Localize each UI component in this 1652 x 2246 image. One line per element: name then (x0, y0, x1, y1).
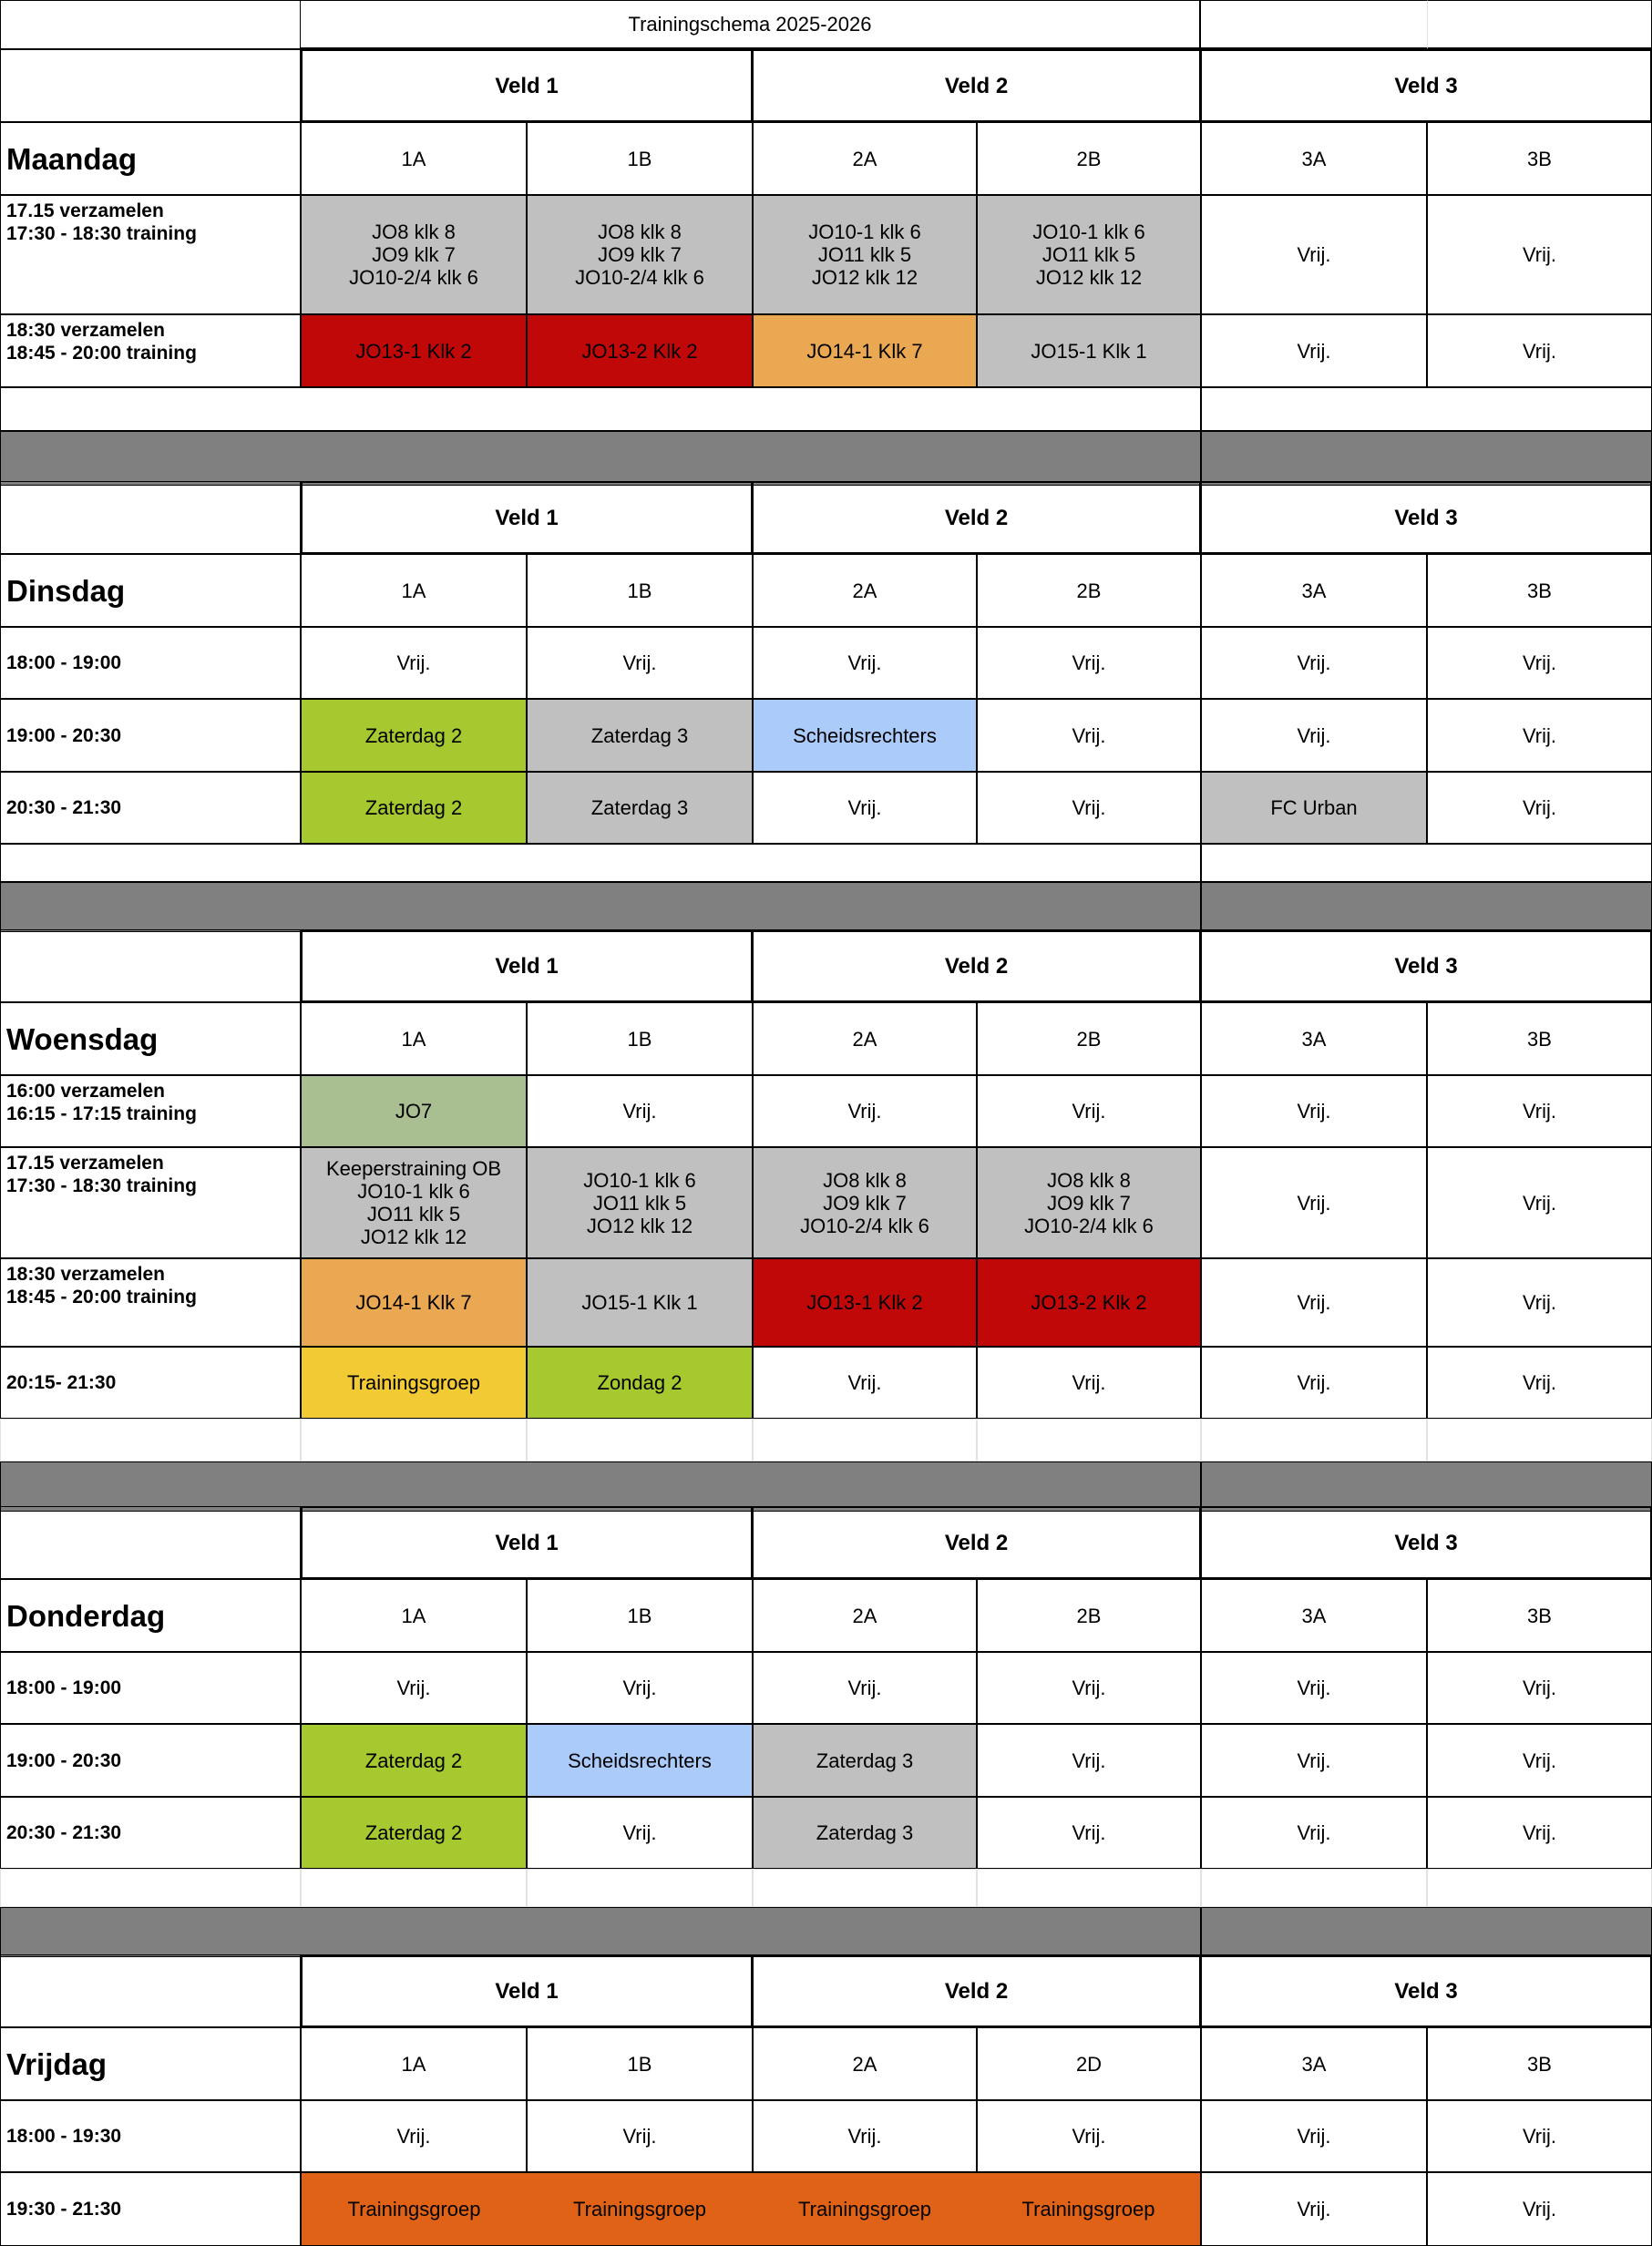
schedule-cell: Vrij. (977, 1075, 1201, 1147)
schedule-cell: Vrij. (301, 2100, 527, 2172)
schedule-cell: Vrij. (753, 1075, 977, 1147)
field-label: 3B (1427, 2027, 1652, 2100)
schedule-cell: JO10-1 klk 6 JO11 klk 5 JO12 klk 12 (977, 195, 1201, 314)
spacer-cell (0, 387, 1201, 431)
maandag-slot-row (0, 195, 1652, 314)
schedule-cell: JO10-1 klk 6 JO11 klk 5 JO12 klk 12 (527, 1147, 753, 1258)
schedule-cell: Vrij. (977, 1652, 1201, 1724)
schedule-cell: JO10-1 klk 6 JO11 klk 5 JO12 klk 12 (753, 195, 977, 314)
spacer-cell (1427, 1869, 1652, 1907)
woensdag-veld-header-row (0, 929, 1652, 1002)
day-name: Maandag (0, 122, 301, 195)
schedule-cell: Vrij. (527, 1652, 753, 1724)
schedule-cell: Vrij. (977, 1724, 1201, 1797)
schedule-cell: Vrij. (527, 627, 753, 699)
veld-header-3: Veld 3 (1201, 481, 1652, 554)
schedule-cell: Vrij. (1427, 1652, 1652, 1724)
schedule-cell: Vrij. (977, 1347, 1201, 1419)
field-label: 1B (527, 2027, 753, 2100)
schedule-cell: Scheidsrechters (527, 1724, 753, 1797)
veld-header-1: Veld 1 (301, 49, 753, 122)
schedule-cell: Zaterdag 3 (527, 772, 753, 844)
schedule-cell: Scheidsrechters (753, 699, 977, 772)
field-label: 1A (301, 1002, 527, 1075)
woensdag-slot-row (0, 1347, 1652, 1419)
veld-header-1: Veld 1 (301, 1506, 753, 1579)
separator-bar (1201, 1461, 1652, 1512)
schedule-cell: Zaterdag 3 (527, 699, 753, 772)
separator-bar (0, 1907, 1201, 1957)
schedule-cell: Trainingsgroep (977, 2172, 1201, 2246)
day-name: Vrijdag (0, 2027, 301, 2100)
schedule-cell: JO15-1 Klk 1 (977, 314, 1201, 387)
schedule-cell: Vrij. (1427, 772, 1652, 844)
schedule-cell: JO8 klk 8 JO9 klk 7 JO10-2/4 klk 6 (753, 1147, 977, 1258)
field-label: 1B (527, 122, 753, 195)
maandag-separator-band (0, 431, 1652, 486)
time-slot-label: 18:30 verzamelen 18:45 - 20:00 training (0, 1258, 301, 1347)
schedule-cell: Vrij. (1427, 1258, 1652, 1347)
schedule-cell: JO8 klk 8 JO9 klk 7 JO10-2/4 klk 6 (527, 195, 753, 314)
field-label: 2B (977, 1579, 1201, 1652)
veld-header-blank (0, 481, 301, 554)
time-slot-label: 20:15- 21:30 (0, 1347, 301, 1419)
schedule-cell: JO7 (301, 1075, 527, 1147)
day-name: Woensdag (0, 1002, 301, 1075)
schedule-cell: JO13-2 Klk 2 (977, 1258, 1201, 1347)
schedule-cell: Zaterdag 3 (753, 1724, 977, 1797)
schedule-cell: Vrij. (1201, 2100, 1427, 2172)
spacer-cell (301, 1869, 527, 1907)
spacer-cell (1427, 1419, 1652, 1461)
veld-header-blank (0, 49, 301, 122)
schedule-cell: Vrij. (1201, 1075, 1427, 1147)
time-slot-label: 17.15 verzamelen 17:30 - 18:30 training (0, 195, 301, 314)
dinsdag-slot-row (0, 627, 1652, 699)
woensdag-field-row (0, 1002, 1652, 1075)
spacer-cell (527, 1869, 753, 1907)
schedule-cell: Zaterdag 3 (753, 1797, 977, 1869)
time-slot-label: 19:00 - 20:30 (0, 1724, 301, 1797)
separator-bar (0, 431, 1201, 486)
field-label: 3B (1427, 554, 1652, 627)
field-label: 2A (753, 554, 977, 627)
schedule-cell: Vrij. (753, 2100, 977, 2172)
field-label: 1B (527, 1002, 753, 1075)
day-name: Donderdag (0, 1579, 301, 1652)
donderdag-field-row (0, 1579, 1652, 1652)
separator-bar (1201, 882, 1652, 932)
time-slot-label: 17.15 verzamelen 17:30 - 18:30 training (0, 1147, 301, 1258)
schedule-cell: Vrij. (1427, 699, 1652, 772)
woensdag-slot-row (0, 1075, 1652, 1147)
schedule-cell: Vrij. (1201, 195, 1427, 314)
veld-header-blank (0, 929, 301, 1002)
schedule-cell: Zaterdag 2 (301, 772, 527, 844)
donderdag-separator-band (0, 1907, 1652, 1957)
spacer-cell (527, 1419, 753, 1461)
schedule-cell: Vrij. (301, 1652, 527, 1724)
veld-header-2: Veld 2 (753, 49, 1201, 122)
dinsdag-separator-band (0, 882, 1652, 932)
schedule-cell: FC Urban (1201, 772, 1427, 844)
vrijdag-field-row (0, 2027, 1652, 2100)
donderdag-spacer-row (0, 1869, 1652, 1907)
field-label: 3A (1201, 1579, 1427, 1652)
schedule-cell: Vrij. (753, 772, 977, 844)
time-slot-label: 20:30 - 21:30 (0, 1797, 301, 1869)
donderdag-slot-row (0, 1724, 1652, 1797)
separator-bar (0, 882, 1201, 932)
veld-header-3: Veld 3 (1201, 929, 1652, 1002)
vrijdag-slot-row (0, 2172, 1652, 2246)
spacer-cell (753, 1419, 977, 1461)
schedule-cell: Vrij. (527, 1075, 753, 1147)
woensdag-slot-row (0, 1258, 1652, 1347)
time-slot-label: 18:00 - 19:00 (0, 627, 301, 699)
schedule-cell: Keeperstraining OB JO10-1 klk 6 JO11 klk 5 JO12 klk 12 (301, 1147, 527, 1258)
field-label: 2B (977, 554, 1201, 627)
dinsdag-slot-row (0, 699, 1652, 772)
schedule-cell: Zaterdag 2 (301, 1797, 527, 1869)
field-label: 1B (527, 554, 753, 627)
schedule-cell: Vrij. (1427, 1724, 1652, 1797)
veld-header-2: Veld 2 (753, 481, 1201, 554)
spacer-cell (0, 844, 1201, 882)
field-label: 1A (301, 554, 527, 627)
time-slot-label: 18:00 - 19:30 (0, 2100, 301, 2172)
veld-header-3: Veld 3 (1201, 1954, 1652, 2027)
schedule-cell: JO13-1 Klk 2 (301, 314, 527, 387)
spacer-cell (1201, 844, 1652, 882)
time-slot-label: 20:30 - 21:30 (0, 772, 301, 844)
schedule-cell: Zaterdag 2 (301, 699, 527, 772)
spacer-cell (301, 1419, 527, 1461)
spacer-cell (753, 1869, 977, 1907)
schedule-cell: JO13-2 Klk 2 (527, 314, 753, 387)
schedule-cell: Vrij. (977, 699, 1201, 772)
field-label: 2D (977, 2027, 1201, 2100)
time-slot-label: 18:00 - 19:00 (0, 1652, 301, 1724)
vrijdag-veld-header-row (0, 1954, 1652, 2027)
field-label: 2B (977, 1002, 1201, 1075)
title-blank-cell (0, 0, 301, 49)
schedule-cell: Vrij. (1427, 1797, 1652, 1869)
schedule-cell: JO15-1 Klk 1 (527, 1258, 753, 1347)
donderdag-veld-header-row (0, 1506, 1652, 1579)
schedule-cell: Zaterdag 2 (301, 1724, 527, 1797)
schedule-cell: Vrij. (1201, 1797, 1427, 1869)
field-label: 1A (301, 2027, 527, 2100)
schedule-cell: Trainingsgroep (301, 2172, 527, 2246)
spacer-cell (0, 1869, 301, 1907)
field-label: 3B (1427, 122, 1652, 195)
schedule-cell: Vrij. (977, 2100, 1201, 2172)
schedule-cell: Vrij. (1201, 1258, 1427, 1347)
field-label: 1A (301, 1579, 527, 1652)
schedule-cell: Zondag 2 (527, 1347, 753, 1419)
veld-header-blank (0, 1506, 301, 1579)
schedule-cell: Vrij. (977, 772, 1201, 844)
title-blank-cell (1427, 0, 1652, 49)
schedule-cell: Vrij. (977, 1797, 1201, 1869)
dinsdag-spacer-row (0, 844, 1652, 882)
schedule-cell: Vrij. (1427, 195, 1652, 314)
woensdag-slot-row (0, 1147, 1652, 1258)
woensdag-spacer-row (0, 1419, 1652, 1461)
spacer-cell (1201, 387, 1652, 431)
donderdag-slot-row (0, 1652, 1652, 1724)
schedule-cell: JO14-1 Klk 7 (753, 314, 977, 387)
veld-header-1: Veld 1 (301, 481, 753, 554)
schedule-cell: Vrij. (977, 627, 1201, 699)
spacer-cell (977, 1869, 1201, 1907)
schedule-cell: Vrij. (301, 627, 527, 699)
dinsdag-field-row (0, 554, 1652, 627)
schedule-cell: Vrij. (1201, 699, 1427, 772)
schedule-cell: Vrij. (1427, 1347, 1652, 1419)
veld-header-2: Veld 2 (753, 1954, 1201, 2027)
page-title: Trainingschema 2025-2026 (301, 0, 1201, 49)
maandag-slot-row (0, 314, 1652, 387)
schedule-cell: Trainingsgroep (301, 1347, 527, 1419)
field-label: 3A (1201, 122, 1427, 195)
schedule-cell: JO13-1 Klk 2 (753, 1258, 977, 1347)
vrijdag-slot-row (0, 2100, 1652, 2172)
maandag-spacer-row (0, 387, 1652, 431)
schedule-cell: Trainingsgroep (753, 2172, 977, 2246)
donderdag-slot-row (0, 1797, 1652, 1869)
veld-header-2: Veld 2 (753, 1506, 1201, 1579)
schedule-cell: Vrij. (1201, 627, 1427, 699)
dinsdag-veld-header-row (0, 481, 1652, 554)
field-label: 2A (753, 2027, 977, 2100)
schedule-cell: Vrij. (1201, 1147, 1427, 1258)
schedule-cell: Vrij. (1201, 2172, 1427, 2246)
schedule-cell: Vrij. (753, 1652, 977, 1724)
schedule-cell: Vrij. (527, 2100, 753, 2172)
spacer-cell (977, 1419, 1201, 1461)
schedule-cell: JO14-1 Klk 7 (301, 1258, 527, 1347)
schedule-cell: Vrij. (1427, 1147, 1652, 1258)
schedule-cell: Trainingsgroep (527, 2172, 753, 2246)
schedule-cell: Vrij. (1427, 1075, 1652, 1147)
title-row (0, 0, 1652, 49)
schedule-cell: Vrij. (1427, 627, 1652, 699)
veld-header-blank (0, 1954, 301, 2027)
spacer-cell (1201, 1869, 1427, 1907)
schedule-cell: Vrij. (1201, 1347, 1427, 1419)
time-slot-label: 16:00 verzamelen 16:15 - 17:15 training (0, 1075, 301, 1147)
veld-header-3: Veld 3 (1201, 49, 1652, 122)
field-label: 2A (753, 1002, 977, 1075)
spacer-cell (0, 1419, 301, 1461)
separator-bar (1201, 431, 1652, 486)
schedule-cell: Vrij. (1427, 2100, 1652, 2172)
dinsdag-slot-row (0, 772, 1652, 844)
schedule-cell: JO8 klk 8 JO9 klk 7 JO10-2/4 klk 6 (301, 195, 527, 314)
schedule-cell: Vrij. (527, 1797, 753, 1869)
field-label: 2B (977, 122, 1201, 195)
time-slot-label: 18:30 verzamelen 18:45 - 20:00 training (0, 314, 301, 387)
schedule-cell: Vrij. (1427, 314, 1652, 387)
field-label: 3A (1201, 554, 1427, 627)
woensdag-separator-band (0, 1461, 1652, 1512)
day-name: Dinsdag (0, 554, 301, 627)
field-label: 1B (527, 1579, 753, 1652)
field-label: 3A (1201, 1002, 1427, 1075)
field-label: 2A (753, 1579, 977, 1652)
schedule-cell: JO8 klk 8 JO9 klk 7 JO10-2/4 klk 6 (977, 1147, 1201, 1258)
field-label: 2A (753, 122, 977, 195)
schedule-cell: Vrij. (1201, 1724, 1427, 1797)
field-label: 1A (301, 122, 527, 195)
time-slot-label: 19:30 - 21:30 (0, 2172, 301, 2246)
veld-header-1: Veld 1 (301, 1954, 753, 2027)
field-label: 3B (1427, 1002, 1652, 1075)
separator-bar (0, 1461, 1201, 1512)
veld-header-2: Veld 2 (753, 929, 1201, 1002)
field-label: 3B (1427, 1579, 1652, 1652)
schedule-cell: Vrij. (1427, 2172, 1652, 2246)
schedule-cell: Vrij. (1201, 314, 1427, 387)
title-blank-cell (1201, 0, 1427, 49)
schedule-cell: Vrij. (753, 627, 977, 699)
veld-header-1: Veld 1 (301, 929, 753, 1002)
veld-header-3: Veld 3 (1201, 1506, 1652, 1579)
schedule-cell: Vrij. (753, 1347, 977, 1419)
maandag-veld-header-row (0, 49, 1652, 122)
maandag-field-row (0, 122, 1652, 195)
schedule-cell: Vrij. (1201, 1652, 1427, 1724)
spacer-cell (1201, 1419, 1427, 1461)
field-label: 3A (1201, 2027, 1427, 2100)
time-slot-label: 19:00 - 20:30 (0, 699, 301, 772)
separator-bar (1201, 1907, 1652, 1957)
